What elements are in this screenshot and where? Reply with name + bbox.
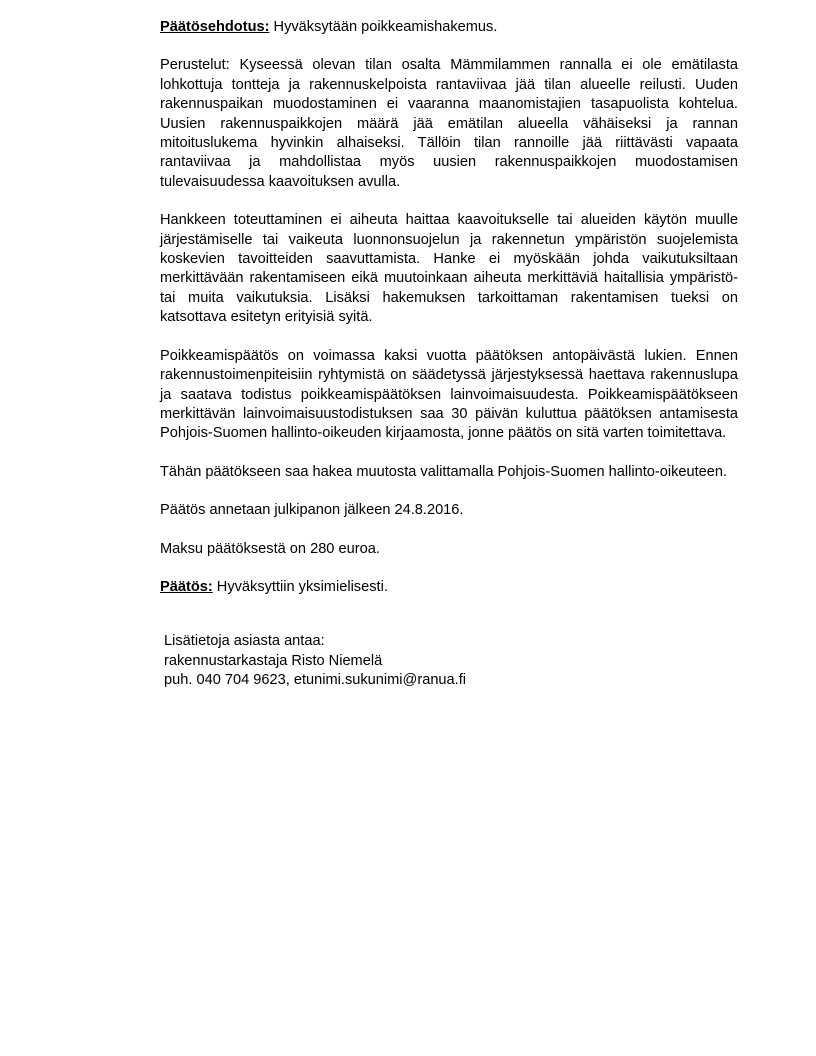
section-hankkeen-toteuttaminen: Hankkeen toteuttaminen ei aiheuta haittaa kaavoitukselle tai alueiden käytön muulle järjestämiselle tai vaikeuta luonnonsuojelun ja rakennetun ympäristön suojelemista koskevien tavoitteiden saavuttamista. Hanke ei myöskään johda vaikutuksiltaan merkittävään rakentamiseen eikä muutoinkaan aiheuta merkittäviä haitallisia ympäristö- tai muita vaikutuksia. Lisäksi hakemuksen tarkoittaman rakentamisen tueksi on katsottava esitetyn erityisiä syitä. [160, 212, 738, 326]
section-label-paatosehdotus: Päätösehdotus: [160, 19, 270, 35]
section-label-perustelut: Perustelut: [160, 57, 230, 74]
section-text-paatosehdotus: Hyväksytään poikkeamishakemus. [269, 19, 498, 35]
section-antopaiva: Päätös annetaan julkipanon jälkeen 24.8.2016. [160, 502, 464, 519]
contact-name: rakennustarkastaja Risto Niemelä [164, 652, 383, 669]
section-maksu: Maksu päätöksestä on 280 euroa. [160, 540, 380, 557]
section-paatosehdotus [160, 18, 738, 37]
contact-block [164, 632, 738, 690]
section-muutoksenhaku: Tähän päätökseen saa hakea muutosta valittamalla Pohjois-Suomen hallinto-oikeuteen. [160, 463, 728, 480]
section-poikkeamispaatos: Poikkeamispäätös on voimassa kaksi vuotta päätöksen antopäivästä lukien. Ennen rakennustoimenpiteisiin ryhtymistä on säädetyssä järjestyksessä haettava rakennuslupa ja saatava todistus poikkeamispäätöksen lainvoimaisuudesta. Poikkeamispäätökseen merkittävän lainvoimaisuustodistuksen saa 30 päivän kuluttua päätöksen antamisesta Pohjois-Suomen hallinto-oikeuden kirjaamosta, jonne päätös on sitä varten toimitettava. [160, 347, 738, 442]
section-text-paatos: Hyväksyttiin yksimielisesti. [212, 578, 388, 595]
section-perustelut [160, 56, 738, 192]
section-label-paatos: Päätös: [160, 578, 213, 595]
contact-heading: Lisätietoja asiasta antaa: [164, 633, 325, 650]
section-paatos [160, 578, 738, 597]
section-text-perustelut: Kyseessä olevan tilan osalta Mämmilammen rannalla ei ole emätilasta lohkottuja tontteja ja rakennuskelpoista rantaviivaa jää tilan alueelle reilusti. Uuden rakennuspaikan muodostaminen ei vaaranna maanomistajien tasapuolista kohtelua. Uusien rakennuspaikkojen määrä jää emätilan alueella vähäiseksi ja rannan mitoituslukema hyvinkin alhaiseksi. Tällöin tilan rannoille jää riittävästi vapaata rantaviivaa ja mahdollistaa myös uusien rakennuspaikkojen muodostamisen tulevaisuudessa kaavoituksen avulla. [160, 57, 738, 190]
contact-details: puh. 040 704 9623, etunimi.sukunimi@ranua.fi [164, 672, 467, 689]
document-body [160, 18, 738, 691]
